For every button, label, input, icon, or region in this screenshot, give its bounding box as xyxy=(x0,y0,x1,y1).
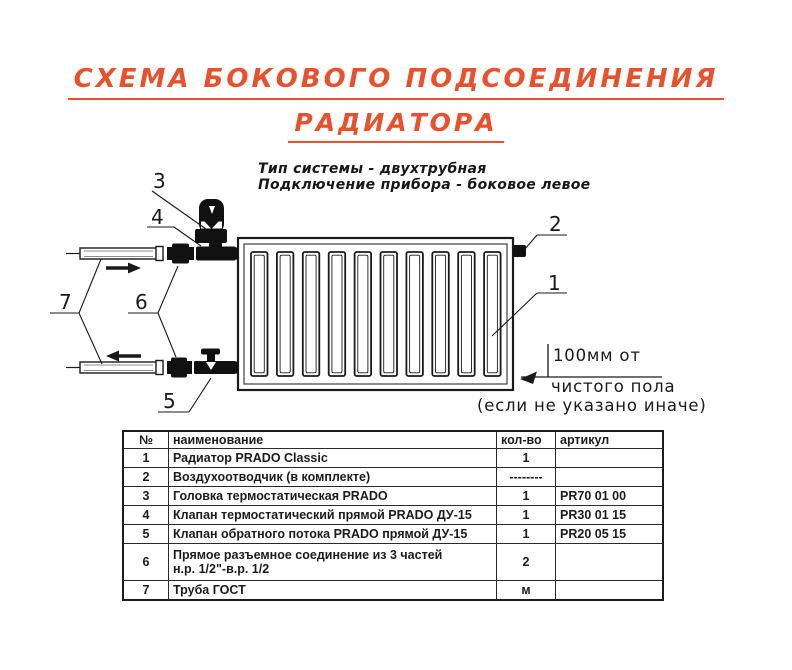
row-name-line-2: н.р. 1/2"-в.р. 1/2 xyxy=(173,562,270,577)
return-pipe-assembly xyxy=(66,349,238,378)
callout-4-number: 4 xyxy=(151,205,164,229)
row-num: 1 xyxy=(123,449,169,468)
return-pipe xyxy=(80,362,157,373)
row-num: 2 xyxy=(123,468,169,487)
table-header-row xyxy=(123,431,663,449)
row-qty: 1 xyxy=(497,487,556,506)
supply-union-coupling xyxy=(167,244,194,264)
callout-3-number: 3 xyxy=(153,169,166,193)
row-qty: 1 xyxy=(497,449,556,468)
header-article: артикул xyxy=(556,431,664,449)
row-name: Воздухоотводчик (в комплекте) xyxy=(169,468,497,487)
header-num: № xyxy=(123,431,169,449)
row-article xyxy=(556,449,664,468)
header-qty: кол-во xyxy=(497,431,556,449)
row-num: 5 xyxy=(123,525,169,544)
row-qty: 1 xyxy=(497,525,556,544)
row-qty: 1 xyxy=(497,506,556,525)
table-row xyxy=(123,581,663,601)
supply-flow-arrow xyxy=(106,263,141,274)
table-row xyxy=(123,506,663,525)
row-article: PR30 01 15 xyxy=(556,506,664,525)
callout-2-number: 2 xyxy=(549,212,562,236)
row-name: Труба ГОСТ xyxy=(169,581,497,601)
row-article xyxy=(556,468,664,487)
table-row xyxy=(123,544,663,581)
parts-table xyxy=(122,430,664,601)
table-row xyxy=(123,468,663,487)
row-qty: 2 xyxy=(497,544,556,581)
return-flow-arrow xyxy=(106,351,141,362)
header-name: наименование xyxy=(169,431,497,449)
air-vent xyxy=(513,245,526,257)
row-name: Головка термостатическая PRADO xyxy=(169,487,497,506)
callout-4 xyxy=(147,205,201,246)
row-num: 6 xyxy=(123,544,169,581)
row-num: 4 xyxy=(123,506,169,525)
row-name-line-1: Прямое разъемное соединение из 3 частей xyxy=(173,548,443,562)
row-qty: м xyxy=(497,581,556,601)
row-article: PR20 05 15 xyxy=(556,525,664,544)
callout-7 xyxy=(50,259,102,364)
row-qty: -------- xyxy=(497,468,556,487)
table-row xyxy=(123,449,663,468)
dimension-line-1: 100мм от xyxy=(553,346,641,365)
table-row xyxy=(123,487,663,506)
title-line-2: РАДИАТОРА xyxy=(288,108,503,143)
callout-5-number: 5 xyxy=(163,389,176,413)
supply-pipe xyxy=(80,248,157,259)
callout-5 xyxy=(158,378,211,413)
row-num: 7 xyxy=(123,581,169,601)
title-line-1: СХЕМА БОКОВОГО ПОДСОЕДИНЕНИЯ xyxy=(68,64,725,100)
row-name: Радиатор PRADO Classic xyxy=(169,449,497,468)
return-valve xyxy=(194,349,236,375)
table-row xyxy=(123,525,663,544)
callout-6-number: 6 xyxy=(135,290,148,314)
row-name xyxy=(169,544,497,581)
system-type-line: Тип системы - двухтрубная xyxy=(258,161,487,177)
row-name: Клапан термостатический прямой PRADO ДУ-15 xyxy=(169,506,497,525)
dimension-line-2: чистого пола xyxy=(551,377,676,396)
connection-type-line: Подключение прибора - боковое левое xyxy=(258,177,591,193)
row-name: Клапан обратного потока PRADO прямой ДУ-15 xyxy=(169,525,497,544)
thermostatic-head xyxy=(195,199,227,243)
row-article: PR70 01 00 xyxy=(556,487,664,506)
dimension-line-3: (если не указано иначе) xyxy=(477,396,707,415)
callout-6 xyxy=(128,266,178,357)
radiator-body xyxy=(238,238,513,390)
row-num: 3 xyxy=(123,487,169,506)
callout-1-number: 1 xyxy=(548,271,561,295)
row-article xyxy=(556,581,664,601)
callout-2 xyxy=(525,212,567,249)
dimension-arrowhead xyxy=(520,372,537,385)
return-union-coupling xyxy=(167,358,192,378)
row-article xyxy=(556,544,664,581)
callout-7-number: 7 xyxy=(59,290,72,314)
